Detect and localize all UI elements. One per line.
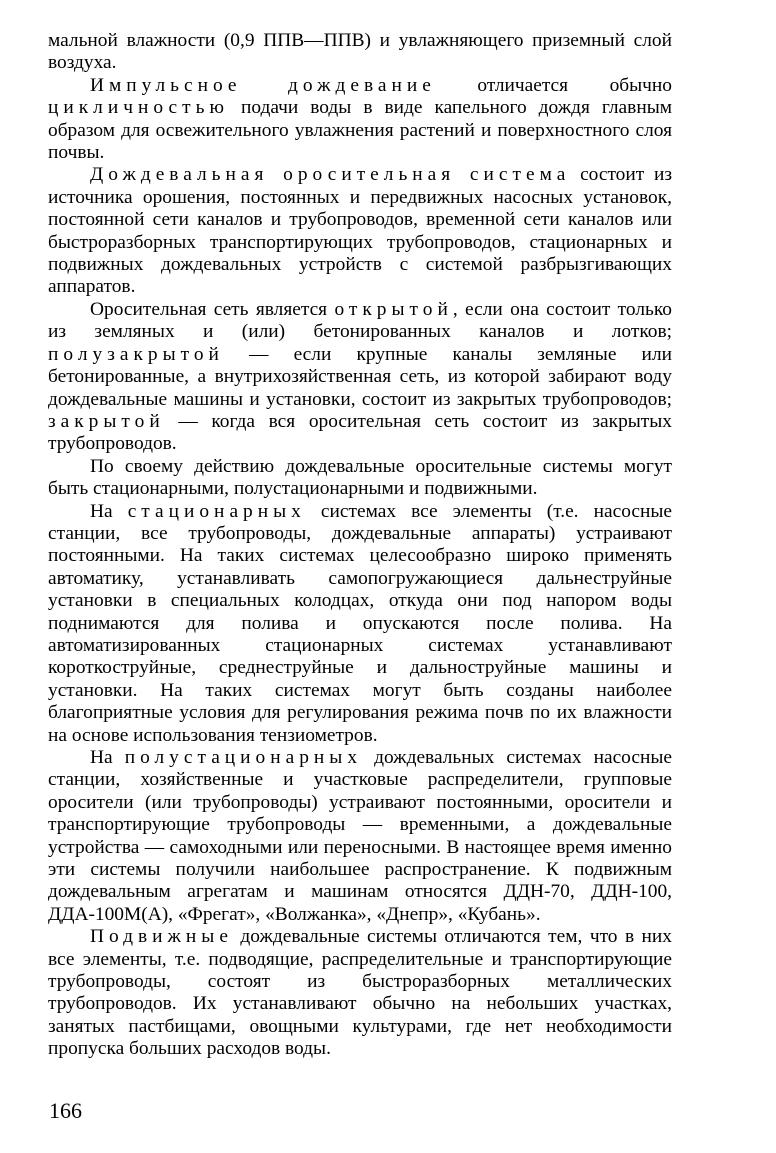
emphasized-term: полузакрытой: [48, 343, 224, 365]
text-run: системах все элементы (т.е. насосные станции, все трубопроводы, дождевальные аппараты) устраивают постоянными. На таких системах целесообразно широко применять автоматику, устанавливать самопогружающиеся дальнеструйные установки в специальных колодцах, откуда они под напором воды поднимаются для полива и опускаются после полива. На автоматизированных стационарных системах устанавливают короткоструйные, среднеструйные и дальноструйные машины и установки. На таких системах могут быть созданы наиболее благоприятные условия для регулирования режима почв по их влажности на основе использования тензиометров.: [48, 500, 672, 746]
emphasized-term: открытой: [334, 298, 453, 320]
text-run: мальной влажности (0,9 ППВ—ППВ) и увлажняющего приземный слой воздуха.: [48, 30, 672, 74]
text-run: подачи воды в виде капельного дождя главным образом для освежительного увлажнения растений и поверхностного слоя почвы.: [48, 97, 672, 164]
paragraph: [48, 75, 672, 165]
text-run: — когда вся оросительная сеть состоит из закрытых трубопроводов.: [48, 410, 672, 455]
paragraph: [48, 926, 672, 1060]
text-run: дождевальных системах насосные станции, хозяйственные и участковые распределители, групповые оросители (или трубопроводы) устраивают постоянными, оросители и транспортирующие трубопроводы — временными, а дождевальные устройства — самоходными или переносными. В настоящее время именно эти системы получили наибольшее распространение. К подвижным дождевальным агрегатам и машинам относятся ДДН-70, ДДН-100, ДДА-100М(А), «Фрегат», «Волжанка», «Днепр», «Кубань».: [48, 747, 672, 925]
paragraph: [48, 747, 672, 926]
emphasized-term: Подвижные: [90, 926, 233, 948]
emphasized-term: Дождевальная оросительная система: [90, 164, 571, 186]
paragraph: [48, 456, 672, 501]
text-run: Оросительная сеть является: [90, 298, 335, 320]
page-number: 166: [49, 1098, 82, 1123]
text-run: На: [90, 500, 128, 522]
emphasized-term: цикличностью: [48, 97, 229, 119]
text-run: По своему действию дождевальные оросительные системы могут быть стационарными, полустационарными и подвижными.: [48, 455, 672, 500]
emphasized-term: стационарных: [127, 500, 306, 522]
text-run: отличается обычно: [435, 74, 673, 96]
text-run: состоит из источника орошения, постоянных и передвижных насосных установок, постоянной сети каналов и трубопроводов, временной сети каналов или быстроразборных транспортирующих трубопроводов, стационарных и подвижных дождевальных устройств с системой разбрызгивающих аппаратов.: [48, 164, 672, 298]
text-run: дождевальные системы отличаются тем, что в них все элементы, т.е. подводящие, распределительные и транспортирующие трубопроводы, состоят из быстроразборных металлических трубопроводов. Их устанавливают обычно на небольших участках, занятых пастбищами, овощными культурами, где нет необходимости пропуска больших расходов воды.: [48, 926, 672, 1060]
emphasized-term: закрытой: [48, 410, 165, 432]
emphasized-term: Импульсное дождевание: [90, 74, 436, 96]
paragraph: [48, 164, 672, 298]
text-run: , если она состоит только из земляных и (или) бетонированных каналов и лотков;: [48, 298, 672, 343]
paragraph: [48, 501, 672, 747]
text-run: — если крупные каналы земляные или бетонированные, а внутрихозяйственная сеть, из которой забирают воду дождевальные машины и установки, состоит из закрытых трубопроводов;: [48, 343, 672, 410]
emphasized-term: полустационарных: [124, 747, 363, 768]
paragraph: [48, 30, 672, 75]
text-run: На: [90, 747, 125, 768]
page-body: [48, 30, 672, 1061]
paragraph: [48, 299, 672, 456]
